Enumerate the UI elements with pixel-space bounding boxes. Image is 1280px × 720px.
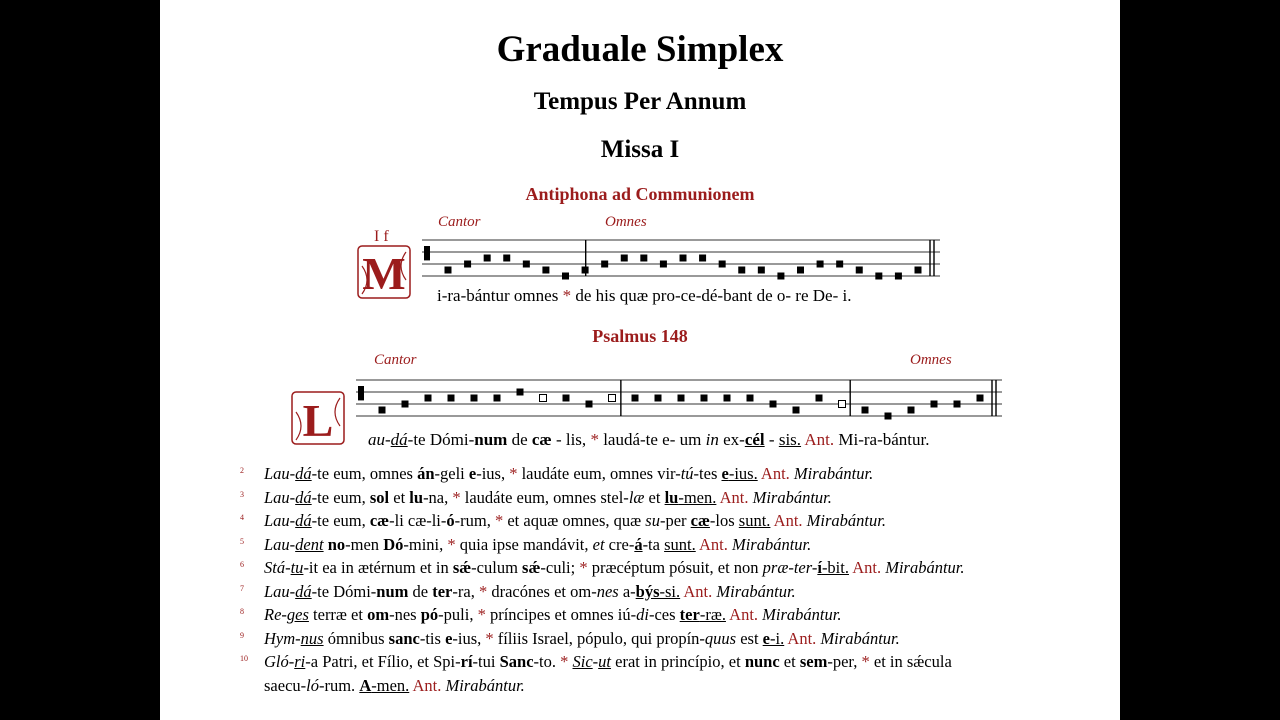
text-segment: nes [596,581,619,601]
neume [586,401,593,408]
neume [445,267,452,274]
neume [954,401,961,408]
text-segment: Mirabántur. [820,628,900,648]
text-segment: no [327,534,346,554]
neume [719,261,726,268]
text-segment: -ius, [452,628,486,648]
neume [816,395,823,402]
neume [471,395,478,402]
text-segment: á [634,534,643,554]
text-segment: -to. [533,652,561,671]
antiphon-initial [356,244,412,300]
verse-number: 7 [240,583,244,593]
text-segment: -li cæ-li- [389,511,447,530]
text-segment: Ant. [409,675,442,695]
verse-number: 10 [240,654,248,663]
neume [640,255,647,262]
verse-row [240,580,1100,604]
text-segment: cæ [369,511,390,530]
text-segment: dá [390,430,408,449]
text-segment: ló [306,675,319,695]
neume [632,395,639,402]
neume [379,407,386,414]
text-segment: * [485,628,494,648]
text-segment: terræ et [308,605,368,624]
text-segment: -per [659,511,691,530]
neume [402,401,409,408]
text-segment: -rum, [454,511,495,530]
mass-title: Missa I [600,136,680,163]
text-segment: * [452,487,461,507]
text-segment: et [779,652,800,671]
text-segment: * [477,605,486,624]
text-segment: ges [286,605,309,624]
neume [448,395,455,402]
text-segment: * [579,558,588,577]
text-segment: án [417,464,435,483]
text-segment: sem [799,652,828,671]
verse-row [240,674,1100,698]
verse-row [240,627,1100,651]
text-segment: a- [618,581,636,601]
text-segment: -te eum, [311,487,370,507]
text-segment: * [562,286,572,305]
text-segment: erat in princípio, et [611,652,745,671]
text-segment: -nes [389,605,421,624]
neume [660,261,667,268]
text-segment: ter [432,581,453,601]
text-segment: e [445,628,453,648]
text-segment: Lau- [264,511,296,530]
neume [777,273,784,280]
antiphon-lyrics [437,286,851,306]
text-segment: sol [369,487,390,507]
text-segment: Lau- [264,534,296,554]
text-segment: ex- [718,430,745,449]
text-segment: cæ [690,511,710,530]
verse-row [240,556,1100,580]
text-segment: i-ra-bántur omnes [437,286,563,305]
text-segment: í [817,558,822,577]
psalm-initial-letter: L [302,395,334,446]
text-segment: ómnibus [323,628,389,648]
text-segment: quia ipse mandávit, [455,534,593,554]
psalm-lyrics [368,430,929,450]
text-segment: Ant. [716,487,749,507]
antiphon-omnes-label: Omnes [605,214,647,230]
text-segment: Ant. [848,558,882,577]
verse-text [264,533,811,556]
neume [977,395,984,402]
text-segment: su [645,511,660,530]
text-segment: num [474,430,508,449]
verse-row [240,603,1100,627]
text-segment: in [705,430,719,449]
text-segment: Sic [572,652,593,671]
text-segment: Hym- [264,628,301,648]
text-segment: rí [460,652,473,671]
text-segment: laudáte eum, omnes stel- [460,487,629,507]
neume [747,395,754,402]
text-segment: býs [635,581,660,601]
verse-text [264,580,796,603]
text-segment: e [721,464,729,483]
text-segment: dent [295,534,324,554]
verse-text [264,650,952,673]
text-segment: laudáte eum, omnes vir- [517,464,681,483]
text-segment: dracónes et om- [487,581,597,601]
text-segment: -te eum, [311,511,370,530]
text-segment: * [590,430,599,449]
text-segment: -tes [693,464,722,483]
text-segment: príncipes et omnes iú- [485,605,637,624]
verse-number: 3 [240,489,244,499]
text-segment: de his quæ pro-ce-dé-bant de o- re De- i. [571,286,852,305]
psalm-verses [240,462,1100,697]
text-segment: Gló- [264,652,295,671]
neume [655,395,662,402]
text-segment: ri [294,652,306,671]
text-segment: cél [744,430,765,449]
verse-text [264,462,873,485]
verse-row [240,462,1100,486]
text-segment: et in sǽcula [869,652,952,671]
neume [817,261,824,268]
neume [862,407,869,414]
neume [484,255,491,262]
text-segment: præ-ter- [762,558,818,577]
text-segment: Dó [383,534,404,554]
neume [856,267,863,274]
text-segment: ter [679,605,700,624]
text-segment: Ant. [801,430,835,449]
text-segment: -men [345,534,384,554]
neume [678,395,685,402]
text-segment: -culi; [540,558,580,577]
page-title: Graduale Simplex [496,29,784,70]
antiphon-initial-letter: M [362,248,406,299]
neume [563,395,570,402]
text-segment: de [507,430,532,449]
neume [724,395,731,402]
text-segment: - lis, [551,430,591,449]
text-segment: nunc [744,652,780,671]
antiphon-staff [422,236,940,280]
text-segment: -ræ. [699,605,726,624]
text-segment: -si. [659,581,681,601]
text-segment: - [764,430,779,449]
psalm-cantor-label: Cantor [374,352,417,368]
text-segment: Sanc [499,652,534,671]
neume [621,255,628,262]
text-segment: A [359,675,372,695]
neume [494,395,501,402]
text-segment: -men. [678,487,717,507]
text-segment: fíliis Israel, pópulo, qui propín- [493,628,705,648]
text-segment: Mirabántur. [731,534,812,554]
text-segment: -na, [423,487,453,507]
verse-text [264,556,965,579]
neume [931,401,938,408]
antiphon-heading: Antiphona ad Communionem [525,184,755,204]
c-clef [424,246,430,260]
verse-text [264,674,525,697]
neume [885,413,892,420]
neume [464,261,471,268]
neume [609,395,616,402]
mode-label: I f [374,228,389,245]
text-segment: e [762,628,770,648]
text-segment: * [861,652,870,671]
text-segment: pó [420,605,439,624]
text-segment: dá [295,581,312,601]
neume [839,401,846,408]
text-segment: -ta [642,534,665,554]
neume [758,267,765,274]
text-segment: ut [598,652,612,671]
text-segment: -rum. [318,675,360,695]
text-segment: Mirabántur. [752,487,832,507]
text-segment: -te Dómi- [311,581,377,601]
text-segment: -i. [770,628,785,648]
text-segment: om [367,605,390,624]
text-segment: de [408,581,433,601]
text-segment: -it ea in ætérnum et in [303,558,453,577]
text-segment: et [592,534,605,554]
verse-number: 6 [240,560,244,569]
psalm-heading: Psalmus 148 [592,326,688,346]
text-segment: sunt. [664,534,696,554]
neume [738,267,745,274]
text-segment: sǽ [522,558,541,577]
verse-number: 5 [240,536,244,546]
text-segment: Lau- [264,581,296,601]
text-segment: lu [409,487,424,507]
neume [770,401,777,408]
neume [542,267,549,274]
text-segment: -mini, [403,534,448,554]
text-segment: tú [680,464,694,483]
text-segment: * [494,511,504,530]
verse-row [240,533,1100,557]
text-segment: Mirabántur. [885,558,965,577]
neume [915,267,922,274]
text-segment: -los [709,511,739,530]
text-segment: -ra, [452,581,479,601]
verse-text [264,627,900,650]
text-segment: ó [446,511,455,530]
text-segment: dá [295,487,312,507]
neume [562,273,569,280]
text-segment: num [376,581,409,601]
neume [895,273,902,280]
text-segment: -ces [648,605,680,624]
text-segment: -te eum, omnes [311,464,418,483]
text-segment: cæ [531,430,552,449]
text-segment: -culum [471,558,523,577]
neume [425,395,432,402]
text-segment: Re- [264,605,287,624]
text-segment: et aquæ omnes, quæ [503,511,646,530]
text-segment: sǽ [452,558,472,577]
antiphon-cantor-label: Cantor [438,214,481,230]
neume [503,255,510,262]
neume [523,261,530,268]
text-segment: -bit. [821,558,849,577]
verse-row [240,509,1100,533]
page-subtitle: Tempus Per Annum [533,88,747,115]
text-segment: * [509,464,518,483]
neume [540,395,547,402]
verse-row [240,486,1100,510]
text-segment: Ant. [725,605,759,624]
text-segment: præcéptum pósuit, et non [587,558,763,577]
text-segment: di [636,605,649,624]
text-segment: Ant. [695,534,728,554]
text-segment: tu [290,558,304,577]
text-segment: -per, [827,652,862,671]
text-segment: sunt. [738,511,771,530]
verse-text [264,509,886,532]
text-segment: læ [628,487,645,507]
text-segment: Mirabántur. [445,675,525,695]
text-segment: * [447,534,456,554]
text-segment: -men. [371,675,410,695]
verse-number: 2 [240,466,244,475]
text-segment: quus [704,628,737,648]
verse-text [264,603,841,626]
c-clef [358,386,364,400]
text-segment: -ius, [476,464,510,483]
verse-row [240,650,1100,674]
text-segment: Ant. [770,511,803,530]
psalm-initial [290,390,346,446]
neume [875,273,882,280]
text-segment: * [560,652,569,671]
text-segment: au- [368,430,391,449]
verse-number: 8 [240,607,244,616]
text-segment: -puli, [438,605,478,624]
text-segment: Mirabántur. [762,605,842,624]
text-segment: - [592,652,599,671]
neume [699,255,706,262]
text-segment: Mirabántur. [806,511,886,530]
text-segment: -tis [419,628,446,648]
text-segment: dá [295,464,312,483]
text-segment: -te Dómi- [407,430,475,449]
text-segment: * [478,581,488,601]
text-segment: et [389,487,410,507]
verse-number: 4 [240,513,244,522]
text-segment: Ant. [757,464,790,483]
text-segment: Lau- [264,487,296,507]
text-segment: Mirabántur. [793,464,874,483]
neume [680,255,687,262]
psalm-staff [356,376,1002,420]
text-segment: -ius. [728,464,758,483]
text-segment: est [736,628,763,648]
text-segment: Ant. [784,628,817,648]
text-segment: dá [295,511,312,530]
text-segment: -tui [472,652,500,671]
neume [836,261,843,268]
neume [793,407,800,414]
text-segment: Ant. [680,581,713,601]
text-segment: Stá- [264,558,291,577]
text-segment: e [468,464,477,483]
text-segment: Mi-ra-bántur. [834,430,930,449]
psalm-omnes-label: Omnes [910,352,952,368]
text-segment: nus [300,628,324,648]
text-segment: Lau- [264,464,296,483]
text-segment: saecu- [264,675,307,695]
neume [908,407,915,414]
text-segment: Mirabántur. [716,581,796,601]
text-segment: laudá-te e- um [598,430,706,449]
neume [797,267,804,274]
text-segment: -geli [434,464,469,483]
verse-number: 9 [240,630,244,640]
text-segment: sanc [388,628,420,648]
text-segment: sis. [778,430,802,449]
neume [701,395,708,402]
text-segment: lu [664,487,679,507]
text-segment: -a Patri, et Fílio, et Spi- [305,652,461,671]
score-page [160,0,1120,720]
neume [517,389,524,396]
verse-text [264,486,832,509]
text-segment: cre- [604,534,635,554]
neume [601,261,608,268]
text-segment: et [644,487,665,507]
